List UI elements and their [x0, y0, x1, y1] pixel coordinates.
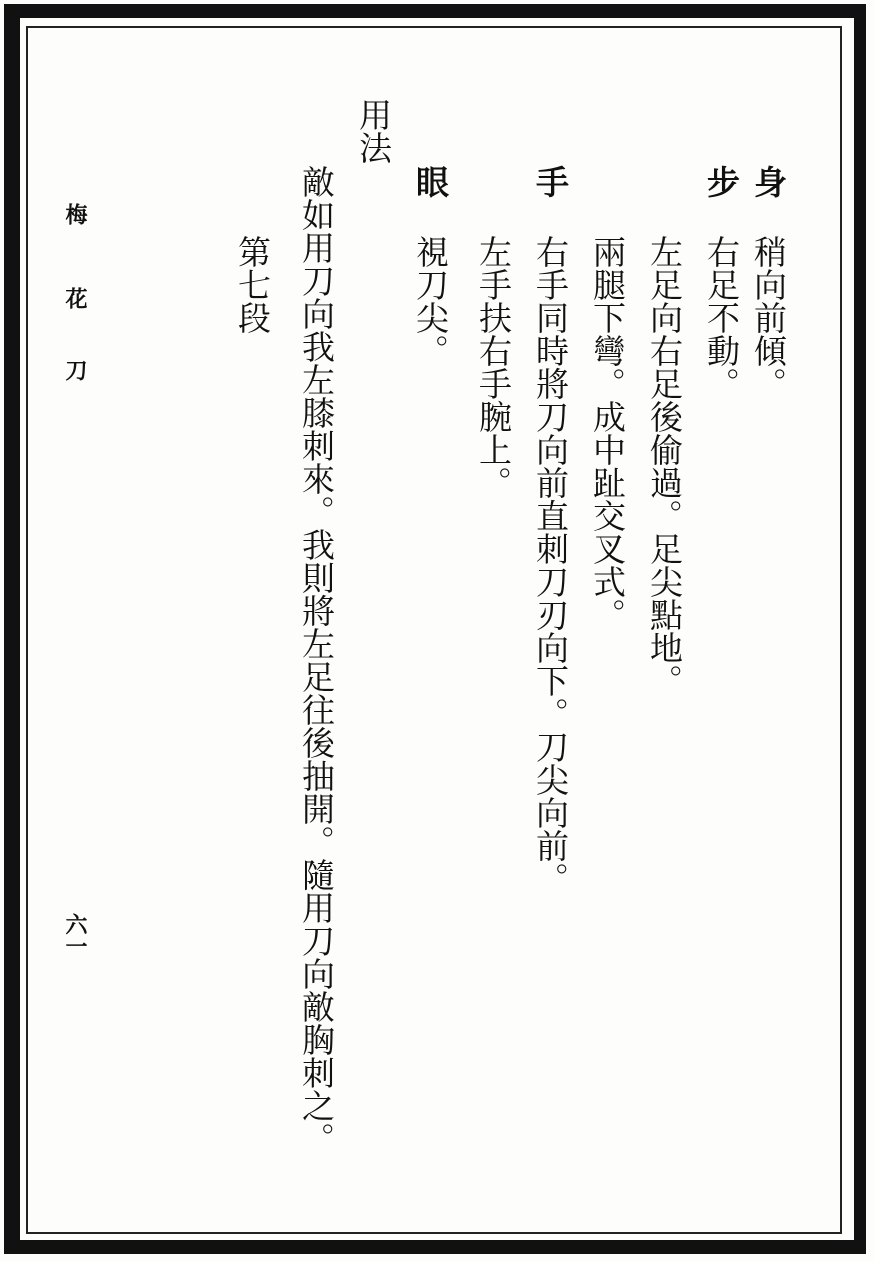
heading-body: 身 [749, 165, 788, 198]
heading-eye: 眼 [411, 165, 450, 198]
step-line-3: 兩腿下彎。成中趾交叉式。 [588, 235, 627, 631]
step-line-2: 左足向右足後偷過。足尖點地。 [645, 235, 684, 697]
hand-line-1: 右手同時將刀向前直刺刀刃向下。刀尖向前。 [531, 235, 570, 895]
running-head-title-2: 花 [62, 287, 88, 309]
heading-step: 步 [702, 165, 741, 198]
heading-usage: 用法 [354, 98, 393, 164]
hand-line-2: 左手扶右手腕上。 [474, 235, 513, 499]
body-posture-text: 稍向前傾。 [749, 235, 788, 400]
usage-text: 敵如用刀向我左膝刺來。我則將左足往後抽開。隨用刀向敵胸刺之。 [297, 165, 336, 1155]
running-head-title-1: 梅 [62, 203, 88, 225]
eye-line: 視刀尖。 [411, 235, 450, 367]
step-line-1: 右足不動。 [702, 235, 741, 400]
running-head-title-3: 刀 [62, 359, 88, 381]
page-number: 六一 [62, 913, 88, 957]
section-title-next: 第七段 [233, 235, 272, 334]
heading-hand: 手 [531, 165, 570, 198]
page-border-inner [26, 26, 842, 1234]
